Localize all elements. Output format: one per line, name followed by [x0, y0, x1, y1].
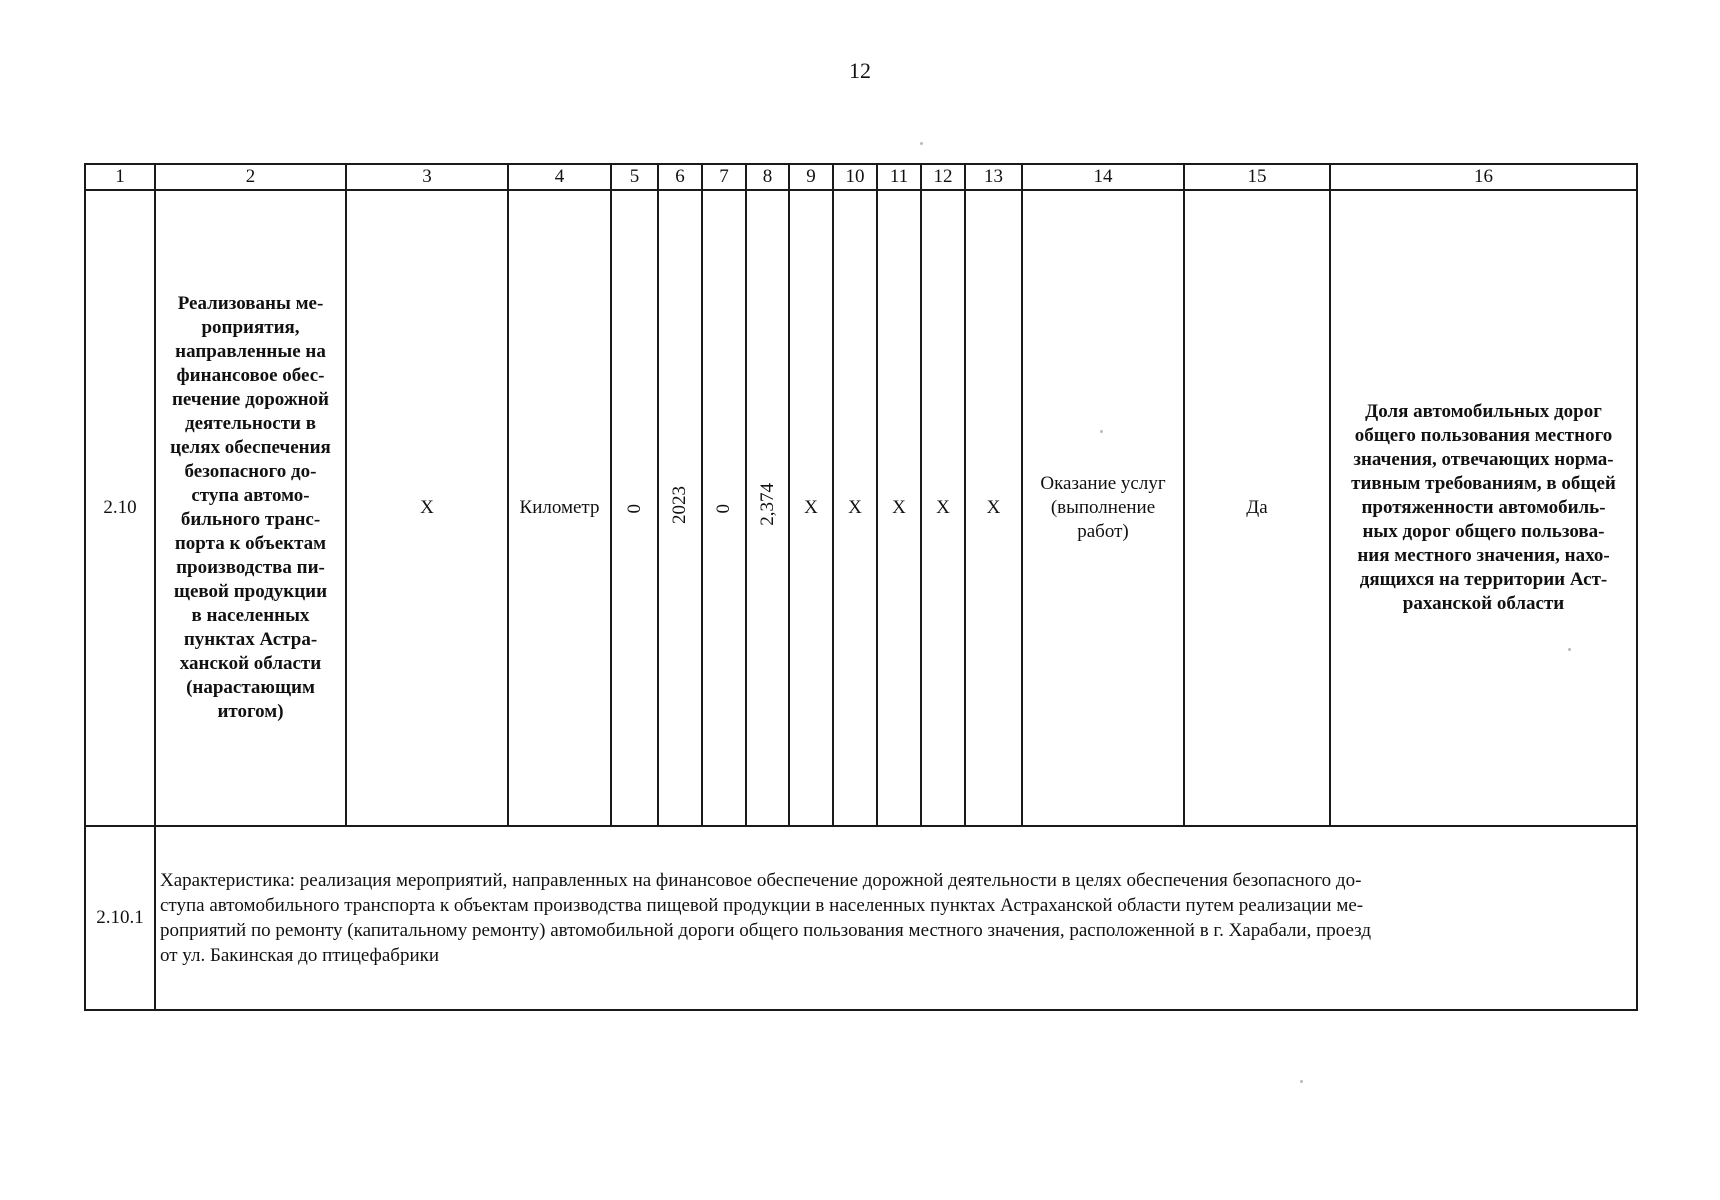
text-line: значения, отвечающих норма- — [1353, 449, 1614, 470]
text-line: порта к объектам — [174, 533, 327, 554]
indicators-table — [84, 163, 1638, 1011]
text-line: в населенных — [191, 605, 310, 626]
text-line: Характеристика: реализация мероприятий, направленных на финансовое обеспечение дорожной деятельности в целях обеспечения безопасного до- — [160, 870, 1362, 891]
col-header-11: 11 — [877, 164, 921, 190]
text-line: бильного транс- — [180, 509, 321, 530]
cell-col-7 — [702, 190, 746, 826]
text-line: ния местного значения, нахо- — [1357, 545, 1610, 566]
col-header-1: 1 — [85, 164, 155, 190]
scan-speck — [920, 142, 923, 145]
text-line: производства пи- — [176, 557, 325, 578]
text-line: печение дорожной — [171, 389, 329, 410]
text-line: работ) — [1077, 521, 1129, 542]
scan-speck — [1568, 648, 1571, 651]
text-line: итогом) — [217, 701, 284, 722]
text-line: Оказание услуг — [1040, 473, 1166, 494]
value-col-5: 0 — [623, 503, 645, 513]
text-line: роприятия, — [201, 317, 300, 338]
col-header-14: 14 — [1022, 164, 1184, 190]
col-header-2: 2 — [155, 164, 346, 190]
col-header-7: 7 — [702, 164, 746, 190]
col-header-6: 6 — [658, 164, 702, 190]
text-line: целях обеспечения — [170, 437, 331, 458]
page-number: 12 — [849, 58, 871, 83]
cell-col-12: X — [921, 190, 965, 826]
table-row-2-10 — [85, 190, 1637, 826]
cell-col-15: Да — [1184, 190, 1330, 826]
characteristic-lines — [160, 868, 1630, 968]
text-line: деятельности в — [185, 413, 316, 434]
text-line: раханской области — [1402, 593, 1565, 614]
cell-col-13: X — [965, 190, 1022, 826]
text-line: общего пользования местного — [1354, 425, 1613, 446]
cell-col-5 — [611, 190, 658, 826]
row-number: 2.10.1 — [85, 826, 155, 1010]
indicator-name — [155, 190, 346, 826]
text-line: ханской области — [179, 653, 322, 674]
text-line: от ул. Бакинская до птицефабрики — [160, 945, 440, 966]
text-line: ных дорог общего пользова- — [1362, 521, 1605, 542]
cell-col-9: X — [789, 190, 833, 826]
col-header-9: 9 — [789, 164, 833, 190]
text-line: направленные на — [175, 341, 326, 362]
text-line: Реализованы ме- — [177, 293, 324, 314]
col-header-15: 15 — [1184, 164, 1330, 190]
cell-col-10: X — [833, 190, 877, 826]
text-line: Доля автомобильных дорог — [1365, 401, 1602, 422]
text-line: дящихся на территории Аст- — [1359, 569, 1608, 590]
characteristic-text — [155, 826, 1637, 1010]
text-line: безопасного до- — [184, 461, 317, 482]
cell-col-14 — [1022, 190, 1184, 826]
col-header-12: 12 — [921, 164, 965, 190]
col-header-13: 13 — [965, 164, 1022, 190]
col-header-10: 10 — [833, 164, 877, 190]
col-header-4: 4 — [508, 164, 611, 190]
header-row — [85, 164, 1637, 190]
text-line: роприятий по ремонту (капитальному ремонту) автомобильной дороги общего пользования местного значения, расположенной в г. Харабали, проезд — [160, 920, 1371, 941]
indicator-description-lines — [1333, 400, 1634, 616]
text-line: протяженности автомобиль- — [1361, 497, 1606, 518]
text-line: ступа автомо- — [191, 485, 310, 506]
cell-col-8 — [746, 190, 789, 826]
col-header-8: 8 — [746, 164, 789, 190]
col-header-3: 3 — [346, 164, 508, 190]
text-line: тивным требованиям, в общей — [1351, 473, 1616, 494]
text-line: финансовое обес- — [176, 365, 325, 386]
text-line: ступа автомобильного транспорта к объектам производства пищевой продукции в населенных пунктах Астраханской области путем реализации ме- — [160, 895, 1364, 916]
scan-speck — [1300, 1080, 1303, 1083]
row-number: 2.10 — [85, 190, 155, 826]
value-col-8: 2,374 — [756, 483, 778, 526]
service-type-lines — [1025, 472, 1181, 544]
cell-col-3: X — [346, 190, 508, 826]
cell-col-6 — [658, 190, 702, 826]
cell-col-11: X — [877, 190, 921, 826]
scan-speck — [1100, 430, 1103, 433]
text-line: (выполнение — [1050, 497, 1156, 518]
value-col-7: 0 — [713, 503, 734, 513]
indicator-name-lines — [158, 292, 343, 724]
col-header-16: 16 — [1330, 164, 1637, 190]
table-row-2-10-1 — [85, 826, 1637, 1010]
text-line: (нарастающим — [186, 677, 315, 698]
text-line: щевой продукции — [173, 581, 328, 602]
unit-cell: Километр — [508, 190, 611, 826]
col-header-5: 5 — [611, 164, 658, 190]
text-line: пунктах Астра- — [183, 629, 318, 650]
value-col-6: 2023 — [669, 485, 690, 524]
cell-col-16 — [1330, 190, 1637, 826]
